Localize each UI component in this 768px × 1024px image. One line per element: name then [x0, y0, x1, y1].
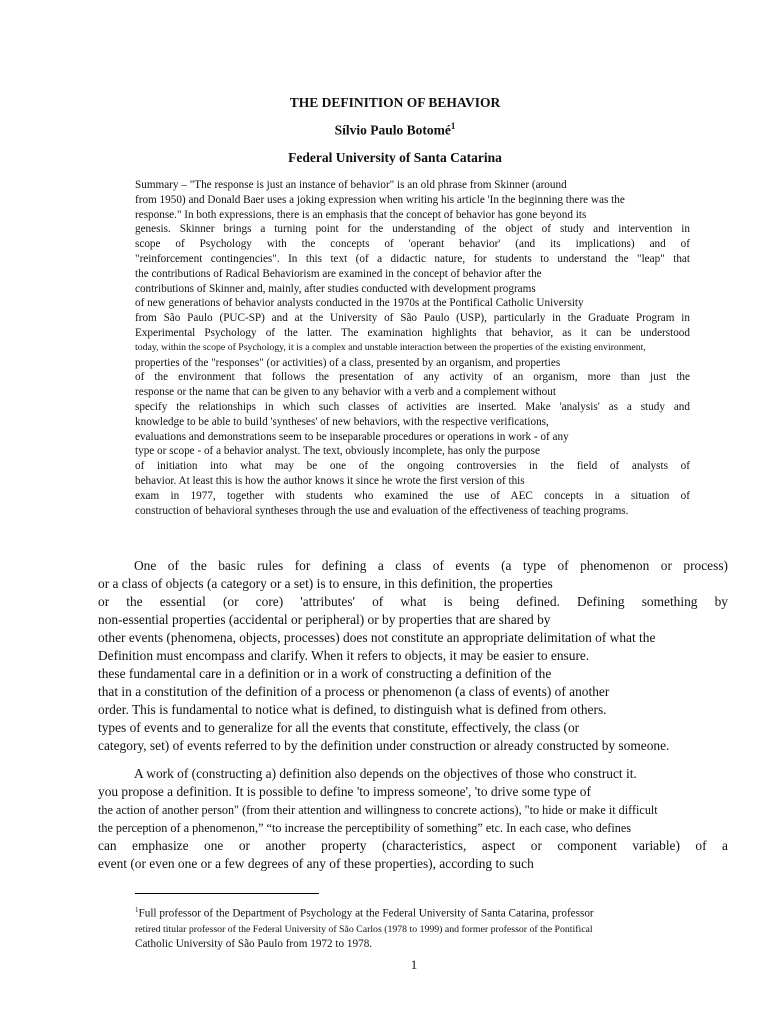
footnote — [135, 903, 695, 952]
body-line: that in a constitution of the definition of a process or phenomenon (a class of events) of another — [98, 684, 610, 699]
body-line: can emphasize one or another property (characteristics, aspect or component variable) of a — [98, 838, 728, 853]
footnote-line: retired titular professor of the Federal University of São Carlos (1978 to 1999) and former professor of the Pontifical — [135, 923, 593, 935]
summary-line: behavior. At least this is how the author knows it since he wrote the first version of this — [135, 474, 525, 487]
summary-line: today, within the scope of Psychology, it is a complex and unstable interaction between the properties of the existing environment, — [135, 341, 646, 353]
body-paragraph — [98, 765, 728, 873]
summary-line: "reinforcement contingencies". In this text (of a didactic nature, for students to understand the "leap" that — [135, 252, 690, 265]
footnote-mark: 1 — [135, 906, 139, 914]
summary-line: from São Paulo (PUC-SP) and at the University of São Paulo (USP), particularly in the Graduate Program in — [135, 312, 690, 325]
body-line: or a class of objects (a category or a set) is to ensure, in this definition, the properties — [98, 576, 553, 591]
summary-line: from 1950) and Donald Baer uses a joking expression when writing his article 'In the beginning there was the — [135, 193, 625, 206]
body-line: A work of (constructing a) definition also depends on the objectives of those who construct it. — [134, 766, 637, 781]
body-line: One of the basic rules for defining a class of events (a type of phenomenon or process) — [134, 558, 728, 573]
footnote-line: Catholic University of São Paulo from 1972 to 1978. — [135, 937, 373, 950]
summary-line: of new generations of behavior analysts conducted in the 1970s at the Pontifical Catholic University — [135, 297, 584, 310]
body-line: other events (phenomena, objects, processes) does not constitute an appropriate delimitation of what the — [98, 630, 656, 645]
body-line: you propose a definition. It is possible to define 'to impress someone', 'to drive some type of — [98, 784, 591, 799]
author-line — [0, 121, 768, 139]
summary-line: of the environment that follows the presentation of any activity of an organism, more than just the — [135, 371, 690, 384]
body-line: these fundamental care in a definition or in a work of constructing a definition of the — [98, 666, 552, 681]
body-line: the perception of a phenomenon,” “to increase the perceptibility of something” etc. In each case, who defines — [98, 821, 631, 835]
body-line: types of events and to generalize for all the events that constitute, effectively, the class (or — [98, 720, 580, 735]
document-title: THE DEFINITION OF BEHAVIOR — [289, 95, 501, 110]
summary-line: evaluations and demonstrations seem to be inseparable procedures or operations in work - of any — [135, 430, 569, 443]
summary-line: knowledge to be able to build 'syntheses' of new behaviors, with the respective verifications, — [135, 415, 549, 428]
summary-line: the contributions of Radical Behaviorism are examined in the concept of behavior after the — [135, 267, 542, 280]
author-affiliation: Federal University of Santa Catarina — [288, 150, 502, 165]
footnote-line: $^1$Full professor of the Department of Psychology at the Federal University of Santa Catarina, professor — [135, 906, 594, 920]
summary-abstract — [135, 178, 690, 518]
body-line: or the essential (or core) 'attributes' of what is being defined. Defining something by — [98, 594, 728, 609]
summary-line: response or the name that can be given to any behavior with a verb and a complement without — [135, 386, 556, 399]
summary-line: genesis. Skinner brings a turning point for the understanding of the object of study and intervention in — [135, 223, 690, 236]
footnote-divider — [135, 893, 319, 894]
summary-line: type or scope - of a behavior analyst. The text, obviously incomplete, has only the purpose — [135, 445, 540, 458]
body-line: category, set) of events referred to by the definition under construction or already constructed by someone. — [98, 738, 670, 753]
summary-line: exam in 1977, together with students who examined the use of AEC concepts in a situation of — [135, 489, 690, 502]
body-line: the action of another person" (from their attention and willingness to concrete actions), "to hide or make it difficult — [98, 803, 658, 817]
author-name: Sílvio Paulo Botomé — [334, 122, 451, 138]
body-line: order. This is fundamental to notice what is defined, to distinguish what is defined from others. — [98, 702, 607, 717]
summary-line: Summary – "The response is just an instance of behavior" is an old phrase from Skinner (around — [135, 179, 567, 191]
summary-line: of initiation into what may be one of the ongoing controversies in the field of analysts of — [135, 460, 690, 473]
summary-line: scope of Psychology with the concepts of 'operant behavior' (and its implications) and of — [135, 238, 690, 251]
page-number: 1 — [410, 957, 418, 972]
body-line: non-essential properties (accidental or peripheral) or by properties that are shared by — [98, 612, 551, 627]
body-line: event (or even one or a few degrees of any of these properties), according to such — [98, 856, 534, 871]
summary-line: construction of behavioral syntheses through the use and evaluation of the effectiveness of teaching programs. — [135, 504, 629, 517]
summary-line: response." In both expressions, there is an emphasis that the concept of behavior has gone beyond its — [135, 208, 587, 221]
summary-line: Experimental Psychology of the latter. The examination highlights that behavior, as it can be understood — [135, 326, 690, 339]
body-line: Definition must encompass and clarify. When it refers to objects, it may be easier to ensure. — [98, 648, 590, 663]
summary-line: contributions of Skinner and, mainly, after studies conducted with development programs — [135, 282, 536, 295]
author-footnote-mark: 1 — [450, 121, 456, 131]
body-paragraph — [98, 557, 728, 755]
summary-line: properties of the "responses" (or activities) of a class, presented by an organism, and properties — [135, 356, 561, 369]
summary-line: specify the relationships in which such classes of activities are inserted. Make 'analysis' as a study and — [135, 400, 690, 413]
